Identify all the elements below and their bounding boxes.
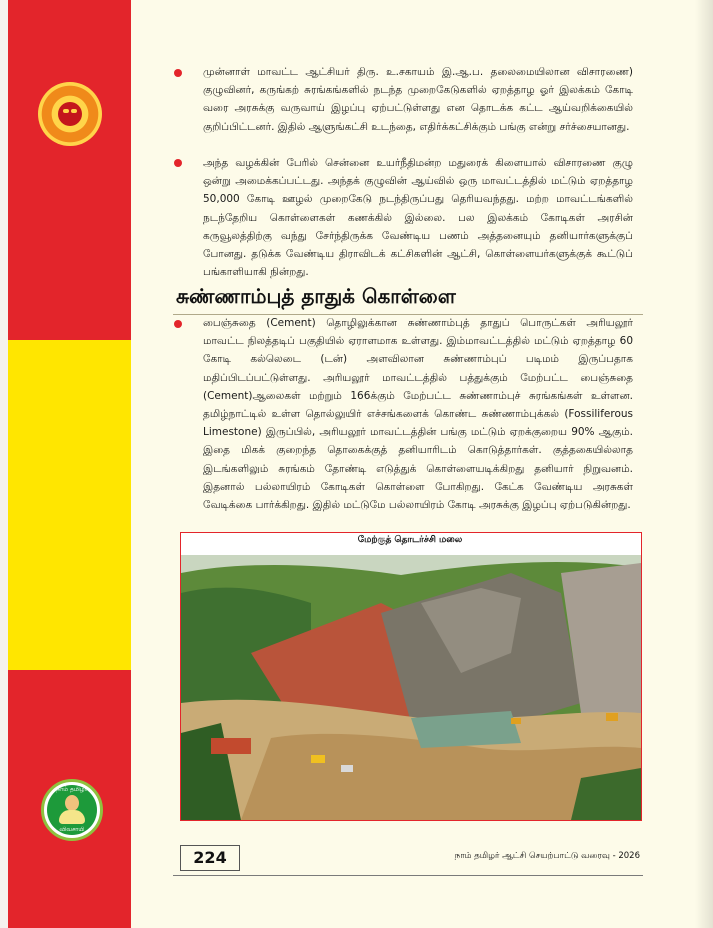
logo-text-top: நாம் தமிழர் bbox=[56, 786, 88, 793]
bullet-2 bbox=[174, 159, 182, 167]
page-edge-shadow bbox=[695, 0, 713, 928]
bullet-1 bbox=[174, 69, 182, 77]
farmer-logo-icon bbox=[41, 779, 103, 841]
tiger-emblem-icon bbox=[38, 82, 102, 146]
quarry-photo bbox=[180, 532, 642, 821]
bullet-3 bbox=[174, 320, 182, 328]
paragraph-2: அந்த வழக்கின் பேரில் சென்னை உயர்நீதிமன்ற மதுரைக் கிளையால் விசாரணை குழு ஒன்று அமைக்கப்பட்டது. அந்தக் குழுவின் ஆய்வில் ஒரு மாவட்டத்தில் மட்டும் ஏறத்தாழ 50,000 கோடி ஊழல் முறைகேடு நடந்திருப்பது தெரியவந்தது. மற்ற மாவட்டங்களில் நடந்தேறிய கொள்ளைகள் கணக்கில் இல்லை. பல இலக்கம் கோடிகள் அரசின் கருவூலத்திற்கு வந்து சேர்ந்திருக்க வேண்டிய பணம் அத்தனையும் தனியார்களுக்குப் போனது. தடுக்க வேண்டிய திராவிடக் கட்சிகளின் ஆட்சி, கொள்ளையர்களுக்குக் கூட்டுப் பங்காளியாகி நின்றது. bbox=[203, 157, 633, 279]
logo-text-bottom: விவசாயி bbox=[59, 826, 85, 833]
yellow-band bbox=[8, 340, 131, 670]
section-heading: சுண்ணாம்புத் தாதுக் கொள்ளை bbox=[176, 284, 456, 308]
footer-rule bbox=[173, 875, 643, 876]
footer-text: நாம் தமிழர் ஆட்சி செயற்பாட்டு வரைவு - 2026 bbox=[454, 851, 640, 861]
paragraph-1: முன்னாள் மாவட்ட ஆட்சியர் திரு. உ.சகாயம் இ.ஆ.ப. தலைமையிலான விசாரணை) குழுவினர், கருங்கற் சுரங்கங்களில் நடந்த முறைகேடுகளில் ஏறத்தாழ ஓர் இலக்கம் கோடி வரை அரசுக்கு வருவாய் இழப்பு ஏற்பட்டுள்ளது என தொடக்க கட்ட ஆய்வறிக்கையில் குறிப்பிட்டனர். இதில் ஆளுங்கட்சி உடந்தை, எதிர்க்கட்சிக்கும் பங்கு என்று சர்ச்சையானது. bbox=[203, 66, 633, 133]
paragraph-3: பைஞ்சுதை (Cement) தொழிலுக்கான சுண்ணாம்புத் தாதுப் பொருட்கள் அரியலூர் மாவட்ட நிலத்தடிப் பகுதியில் ஏராளமாக உள்ளது. இம்மாவட்டத்தில் மட்டும் ஏறத்தாழ 60 கோடி கல்லெடை (டன்) அளவிலான சுண்ணாம்புப் படிமம் இருப்பதாக மதிப்பிடப்பட்டுள்ளது. அரியலூர் மாவட்டத்தில் பத்துக்கும் மேற்பட்ட பைஞ்சுதை (Cement)ஆலைகள் மற்றும் 166க்கும் மேற்பட்ட சுண்ணாம்புச் சுரங்கங்கள் உள்ளன. தமிழ்நாட்டில் உள்ள தொல்லுயிர் எச்சங்களைக் கொண்ட சுண்ணாம்புக்கல் (Fossiliferous Limestone) இருப்பில், அரியலூர் மாவட்டத்தின் பங்கு மட்டும் ஏறக்குறைய 90% ஆகும். இதை மிகக் குறைந்த தொகைக்குத் தனியாரிடம் கொடுத்தார்கள். குத்தகையில்லாத இடங்களிலும் சுரங்கம் தோண்டி எடுத்துக் கொள்ளையடிக்கிறது தனியார் நிறுவனம். இதனால் பல்லாயிரம் கோடிகள் கொள்ளை போகிறது. கேட்க வேண்டிய அரசுகள் வேடிக்கை பார்க்கிறது. இதில் மட்டுமே பல்லாயிரம் கோடி அரசுக்கு இழப்பு ஏற்படுகின்றது. bbox=[203, 317, 633, 512]
document-page bbox=[8, 0, 713, 928]
photo-caption: மேற்குத் தொடர்ச்சி மலை bbox=[357, 535, 463, 545]
page-number: 224 bbox=[180, 845, 240, 871]
red-band-top bbox=[8, 0, 131, 340]
